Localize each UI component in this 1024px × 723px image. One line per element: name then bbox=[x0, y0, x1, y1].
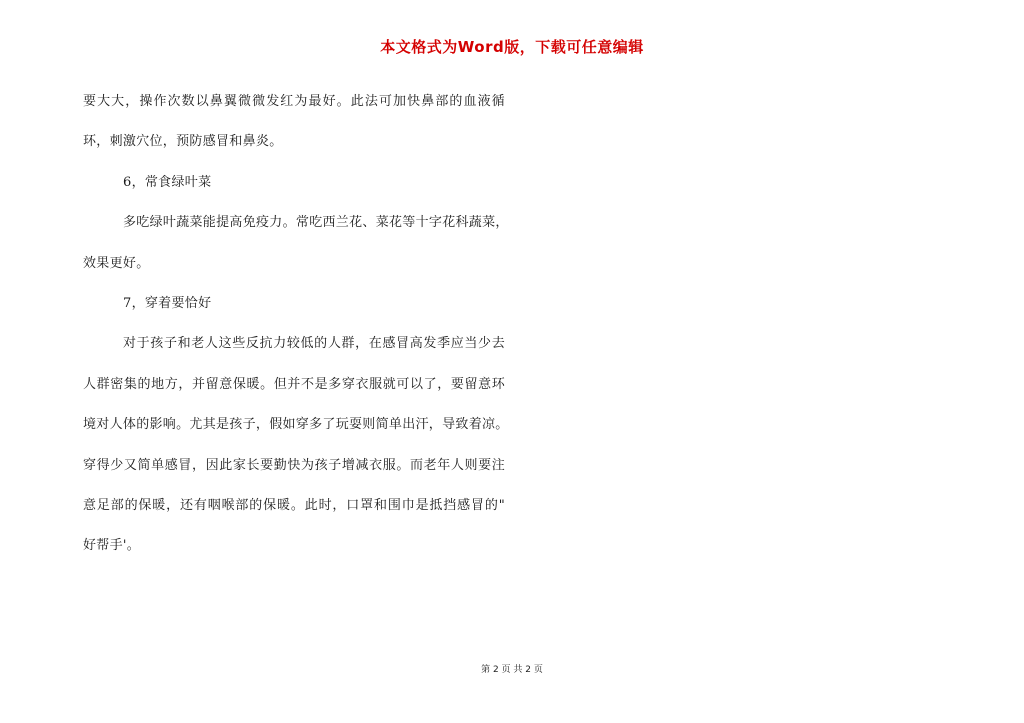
page-number: 第 2 页 共 2 页 bbox=[481, 665, 543, 675]
section-heading: 7，穿着要恰好 bbox=[123, 296, 212, 312]
document-body bbox=[83, 82, 509, 567]
text-line: 好帮手'。 bbox=[83, 538, 141, 554]
text-line: 环，刺激穴位，预防感冒和鼻炎。 bbox=[83, 134, 283, 150]
section-heading: 6，常食绿叶菜 bbox=[123, 174, 212, 190]
page-header-title: 本文格式为Word版，下载可任意编辑 bbox=[380, 38, 644, 56]
text-line: 人群密集的地方，并留意保暖。但并不是多穿衣服就可以了，要留意环 bbox=[83, 376, 505, 392]
text-line: 境对人体的影响。尤其是孩子，假如穿多了玩耍则简单出汗，导致着凉。 bbox=[83, 417, 509, 433]
text-line: 多吃绿叶蔬菜能提高免疫力。常吃西兰花、菜花等十字花科蔬菜， bbox=[123, 215, 509, 231]
text-line: 意足部的保暖，还有咽喉部的保暖。此时，口罩和围巾是抵挡感冒的" bbox=[83, 498, 505, 514]
text-line: 要大大，操作次数以鼻翼微微发红为最好。此法可加快鼻部的血液循 bbox=[83, 94, 505, 109]
text-line: 穿得少又简单感冒，因此家长要勤快为孩子增减衣服。而老年人则要注 bbox=[83, 457, 505, 473]
text-line: 对于孩子和老人这些反抗力较低的人群，在感冒高发季应当少去 bbox=[123, 336, 505, 352]
text-line: 效果更好。 bbox=[83, 255, 150, 271]
